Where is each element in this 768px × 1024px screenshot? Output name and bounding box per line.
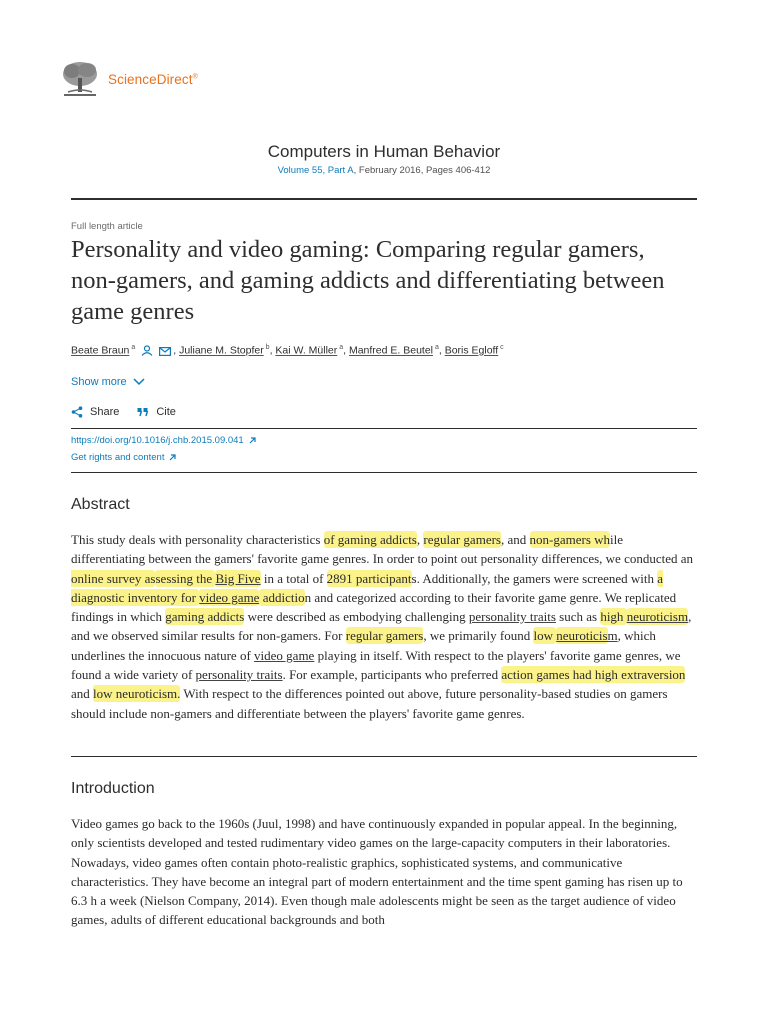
abstract-segment: This study deals with personality characteristics: [71, 532, 324, 547]
person-icon: [141, 345, 153, 356]
highlighted-text: online survey as: [71, 570, 156, 586]
author-list: Beate Braun $^a$ , Juliane M. Stopfer $^b$, Kai W. Müller $^a$, Manfred E. Beutel $^a$, Boris Egloff $^c$: [71, 344, 504, 357]
abstract-segment: such as: [555, 609, 601, 625]
highlighted-text: sessing the: [155, 570, 216, 586]
abstract-segment: in a total of: [260, 570, 327, 586]
abstract-segment: playing in itself. With respect to the players' favorite game genres, we found a wide variety of: [71, 647, 681, 683]
share-icon: [71, 406, 83, 418]
highlighted-text: non-gamers wh: [529, 532, 611, 547]
abstract-heading: Abstract: [71, 496, 130, 513]
highlighted-text: addictio: [259, 589, 305, 605]
term-link[interactable]: personality traits: [195, 667, 283, 683]
abstract-segment: With respect to the differences pointed out above, future personality-based studies on gamers should include non-gamers and differentiate between the players' favorite game genres.: [71, 686, 668, 721]
introduction-text: Video games go back to the 1960s (Juul, 1998) and have continuously expanded in popular appeal. In the beginning, only scientists developed and tested rudimentary video games on the large-capacity computers in their laboratories. Nowadays, video games often contain photo-realistic graphics, sophisticated systems, and communicative characteristics. They have become an integral part of modern entertainment and the time spent gaming has risen up to 6.3 h a week (Nielson Company, 2014). Even though male adolescents might be seen as the target audience of video games, adults of different educational backgrounds and both: [71, 816, 683, 928]
abstract-segment: , and: [500, 532, 530, 547]
share-label: Share: [90, 406, 120, 418]
logo-text: ScienceDirect®: [108, 71, 198, 87]
author-link[interactable]: Kai W. Müller: [275, 344, 338, 357]
rights-text: Get rights and content: [71, 452, 165, 463]
external-link-icon: [248, 436, 257, 445]
show-more-button[interactable]: [71, 376, 145, 388]
abstract-segment: ,: [416, 532, 424, 547]
author-affiliation[interactable]: b: [263, 344, 270, 351]
term-link[interactable]: m: [607, 628, 618, 644]
sciencedirect-logo[interactable]: [58, 60, 198, 98]
highlighted-text: 2891 participant: [326, 570, 412, 586]
article-title: Personality and video gaming: Comparing regular gamers, non-gamers, and gaming addicts and differentiating between game genres: [71, 236, 665, 325]
highlighted-text[interactable]: video game: [199, 589, 260, 605]
author-link[interactable]: Manfred E. Beutel: [348, 344, 433, 357]
abstract-divider: [71, 756, 697, 757]
highlighted-text: low neuroticism.: [93, 686, 181, 702]
article-actions: [71, 406, 194, 418]
abstract-segment: and: [71, 686, 94, 702]
abstract-segment: . For example, participants who preferred: [282, 667, 502, 683]
cite-label: Cite: [156, 406, 176, 418]
volume-link[interactable]: Volume 55, Part A: [277, 165, 354, 176]
term-link[interactable]: video game: [254, 647, 315, 663]
doi-text: https://doi.org/10.1016/j.chb.2015.09.041: [71, 435, 244, 446]
highlighted-text: action games had high extraversion: [501, 667, 686, 683]
chevron-down-icon: [133, 378, 145, 386]
author-contact-icons[interactable]: [137, 345, 171, 359]
doi-link[interactable]: [71, 435, 257, 446]
author-affiliation[interactable]: c: [498, 344, 504, 351]
introduction-heading: Introduction: [71, 780, 155, 797]
highlighted-text: high: [600, 609, 627, 625]
issue-details: , February 2016, Pages 406-412: [353, 165, 491, 176]
article-type: Full length article: [71, 221, 143, 232]
abstract-segment: , which underlines the innocuous nature of: [71, 628, 656, 663]
mail-icon: [159, 347, 171, 356]
highlighted-text[interactable]: Big Five: [215, 570, 261, 586]
external-link-icon: [168, 453, 177, 462]
term-link[interactable]: personality traits: [468, 609, 556, 625]
share-button[interactable]: [71, 406, 119, 418]
author-affiliation[interactable]: a: [337, 344, 344, 351]
highlighted-text: a diagnostic inventory for: [71, 570, 664, 605]
highlighted-text[interactable]: neuroticism: [626, 609, 689, 625]
header-divider: [71, 198, 697, 200]
show-more-label: Show more: [71, 376, 127, 388]
abstract-segment: , and we observed similar results for non-gamers. For: [71, 609, 692, 644]
abstract-text: [71, 530, 699, 723]
highlighted-text[interactable]: neuroticis: [556, 628, 608, 644]
highlighted-text: low: [533, 628, 557, 644]
author-affiliation[interactable]: a: [129, 344, 136, 351]
abstract-segment: ile differentiating between the gamers' favorite game genres. In order to point out personality differences, we conducted an: [71, 532, 694, 567]
actions-divider: [71, 428, 697, 429]
issue-info: [0, 165, 768, 176]
highlighted-text: regular gamers: [345, 628, 424, 644]
author-link[interactable]: Boris Egloff: [444, 344, 499, 357]
abstract-segment: s. Additionally, the gamers were screened with: [411, 570, 658, 586]
cite-button[interactable]: [137, 406, 176, 418]
journal-title[interactable]: Computers in Human Behavior: [267, 142, 501, 161]
author-link[interactable]: Beate Braun: [71, 344, 130, 357]
links-divider: [71, 472, 697, 473]
highlighted-text: regular gamers: [423, 532, 501, 547]
rights-link[interactable]: [71, 452, 177, 463]
author-link[interactable]: Juliane M. Stopfer: [179, 344, 264, 357]
elsevier-tree-icon: [58, 60, 102, 98]
cite-icon: [137, 407, 149, 417]
abstract-segment: , we primarily found: [423, 628, 534, 644]
abstract-segment: n and categorized according to their favorite game genre. We replicated findings in which: [71, 589, 677, 625]
highlighted-text: gaming addicts: [165, 609, 245, 625]
author-affiliation[interactable]: a: [433, 344, 439, 351]
abstract-segment: were described as embodying challenging: [244, 609, 469, 625]
highlighted-text: of gaming addicts: [323, 532, 417, 547]
